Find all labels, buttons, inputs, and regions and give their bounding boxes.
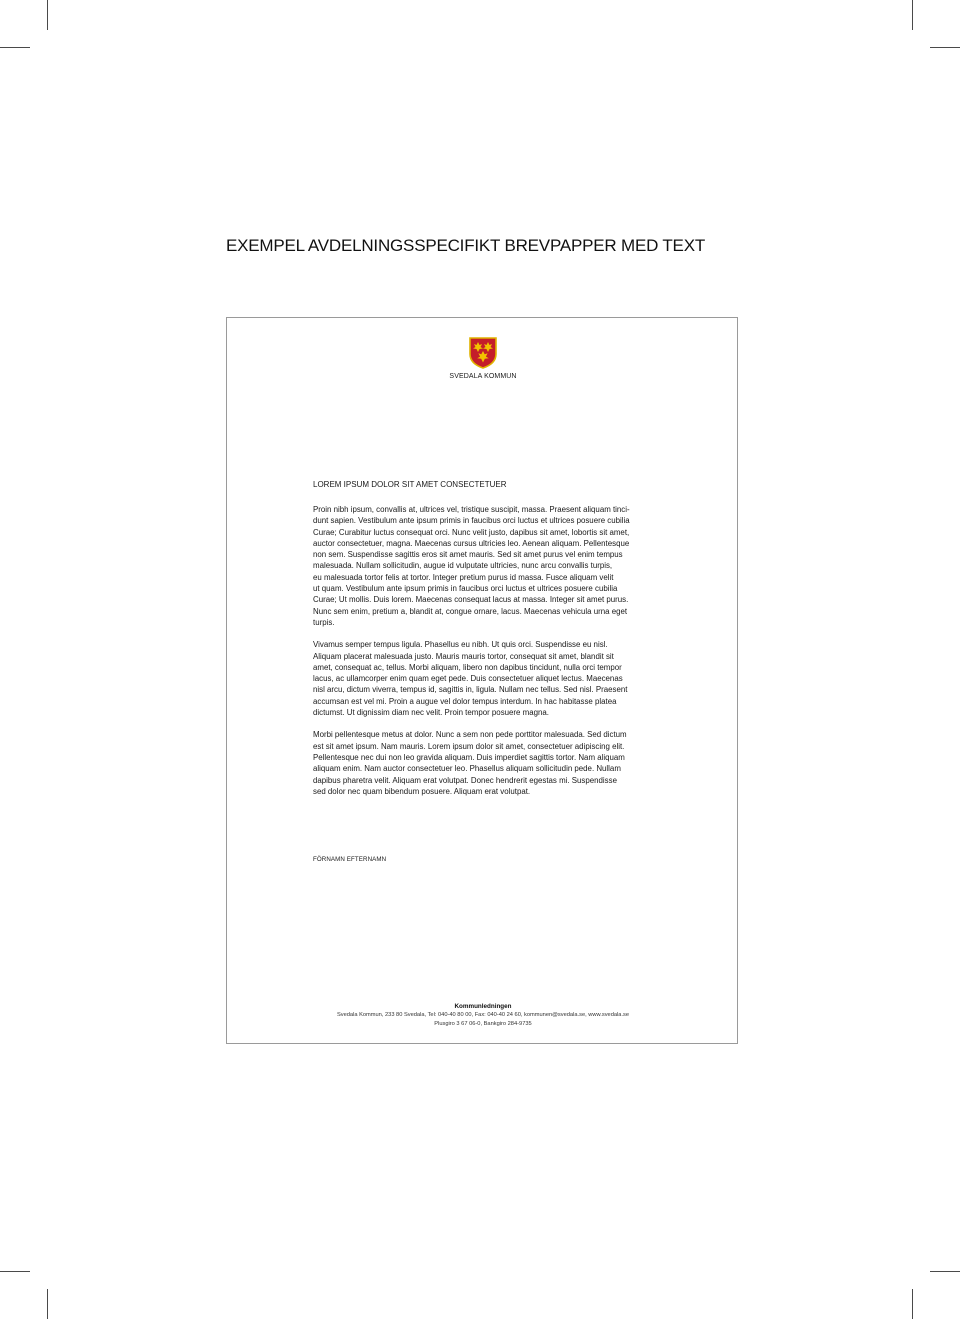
coat-of-arms-icon	[469, 337, 497, 369]
letter-body	[313, 504, 658, 808]
body-paragraph: Vivamus semper tempus ligula. Phasellus eu nibh. Ut quis orci. Suspendisse eu nisl. Aliquam placerat malesuada justo. Mauris mauris tortor, consequat sit amet, blandit sit amet, consequat ac, tellus. Morbi aliquam, libero non dapibus tincidunt, nulla orci tempor lacus, ac ullamcorper enim quam eget pede. Duis consectetuer aliquet lectus. Maecenas nisl arcu, dictum viverra, tempus id, sagittis in, ligula. Nullam nec tellus. Sed nisl. Praesent accumsan est vel mi. Proin a augue vel dolor tempus interdum. In hac habitasse platea dictumst. Ut dignissim diam nec velit. Proin tempor posuere magna.	[313, 640, 628, 718]
body-paragraph: Proin nibh ipsum, convallis at, ultrices vel, tristique suscipit, massa. Praesent aliquam tinci- dunt sapien. Vestibulum ante ipsum primis in faucibus orci luctus et ultrices posuere cubilia Curae; Curabitur luctus consequat orci. Nunc velit justo, dapibus sit amet, lobortis sit amet, auctor consectetuer, magna. Maecenas cursus ultricies leo. Aenean aliquam. Pellentesque non sem. Suspendisse sagittis eros sit amet mauris. Sed sit amet purus vel enim tempus malesuada. Nullam sollicitudin, augue id vulputate ultricies, nunc arcu convallis turpis, eu malesuada tortor felis at tortor. Integer pretium purus id massa. Fusce aliquam velit ut quam. Vestibulum ante ipsum primis in faucibus orci luctus et ultrices posuere cubilia Curae; Ut mollis. Duis lorem. Maecenas consequat lacus at massa. Integer sit amet purus. Nunc sem enim, pretium a, blandit at, congue ornare, lacus. Maecenas vehicula urna eget turpis.	[313, 505, 630, 627]
crop-mark	[0, 1271, 30, 1272]
crop-mark	[930, 1271, 960, 1272]
crop-mark	[930, 47, 960, 48]
letter-subject: LOREM IPSUM DOLOR SIT AMET CONSECTETUER	[313, 480, 507, 489]
crop-mark	[47, 0, 48, 30]
crop-mark	[912, 0, 913, 30]
footer-giro: Plusgiro 3 67 06-0, Bankgiro 284-9735	[434, 1021, 532, 1027]
body-paragraph: Morbi pellentesque metus at dolor. Nunc a sem non pede porttitor malesuada. Sed dictum est sit amet ipsum. Nam mauris. Lorem ipsum dolor sit amet, consectetuer adipiscing elit. Pellentesque nec dui non leo gravida aliquam. Duis imperdiet sagittis tortor. Nam aliquam aliquam enim. Nam auctor consectetuer leo. Phasellus aliquam sollicitudin pede. Nullam dapibus pharetra velit. Aliquam erat volutpat. Donec hendrerit egestas mi. Suspendisse sed dolor nec quam bibendum posuere. Aliquam erat volutpat.	[313, 730, 627, 796]
page-title: EXEMPEL AVDELNINGSSPECIFIKT BREVPAPPER MED TEXT	[226, 236, 706, 255]
letterhead-sheet	[226, 317, 738, 1044]
crop-mark	[47, 1289, 48, 1319]
footer-department: Kommunledningen	[454, 1003, 512, 1010]
crop-mark	[0, 47, 30, 48]
footer-contact: Svedala Kommun, 233 80 Svedala, Tel: 040-40 80 00, Fax: 040-40 24 60, kommunen@svedala.se, www.svedala.se	[336, 1012, 630, 1018]
crop-mark	[912, 1289, 913, 1319]
letter-footer	[227, 1002, 739, 1029]
organization-name: SVEDALA KOMMUN	[449, 373, 517, 380]
signature-name: FÖRNAMN EFTERNAMN	[313, 856, 387, 863]
